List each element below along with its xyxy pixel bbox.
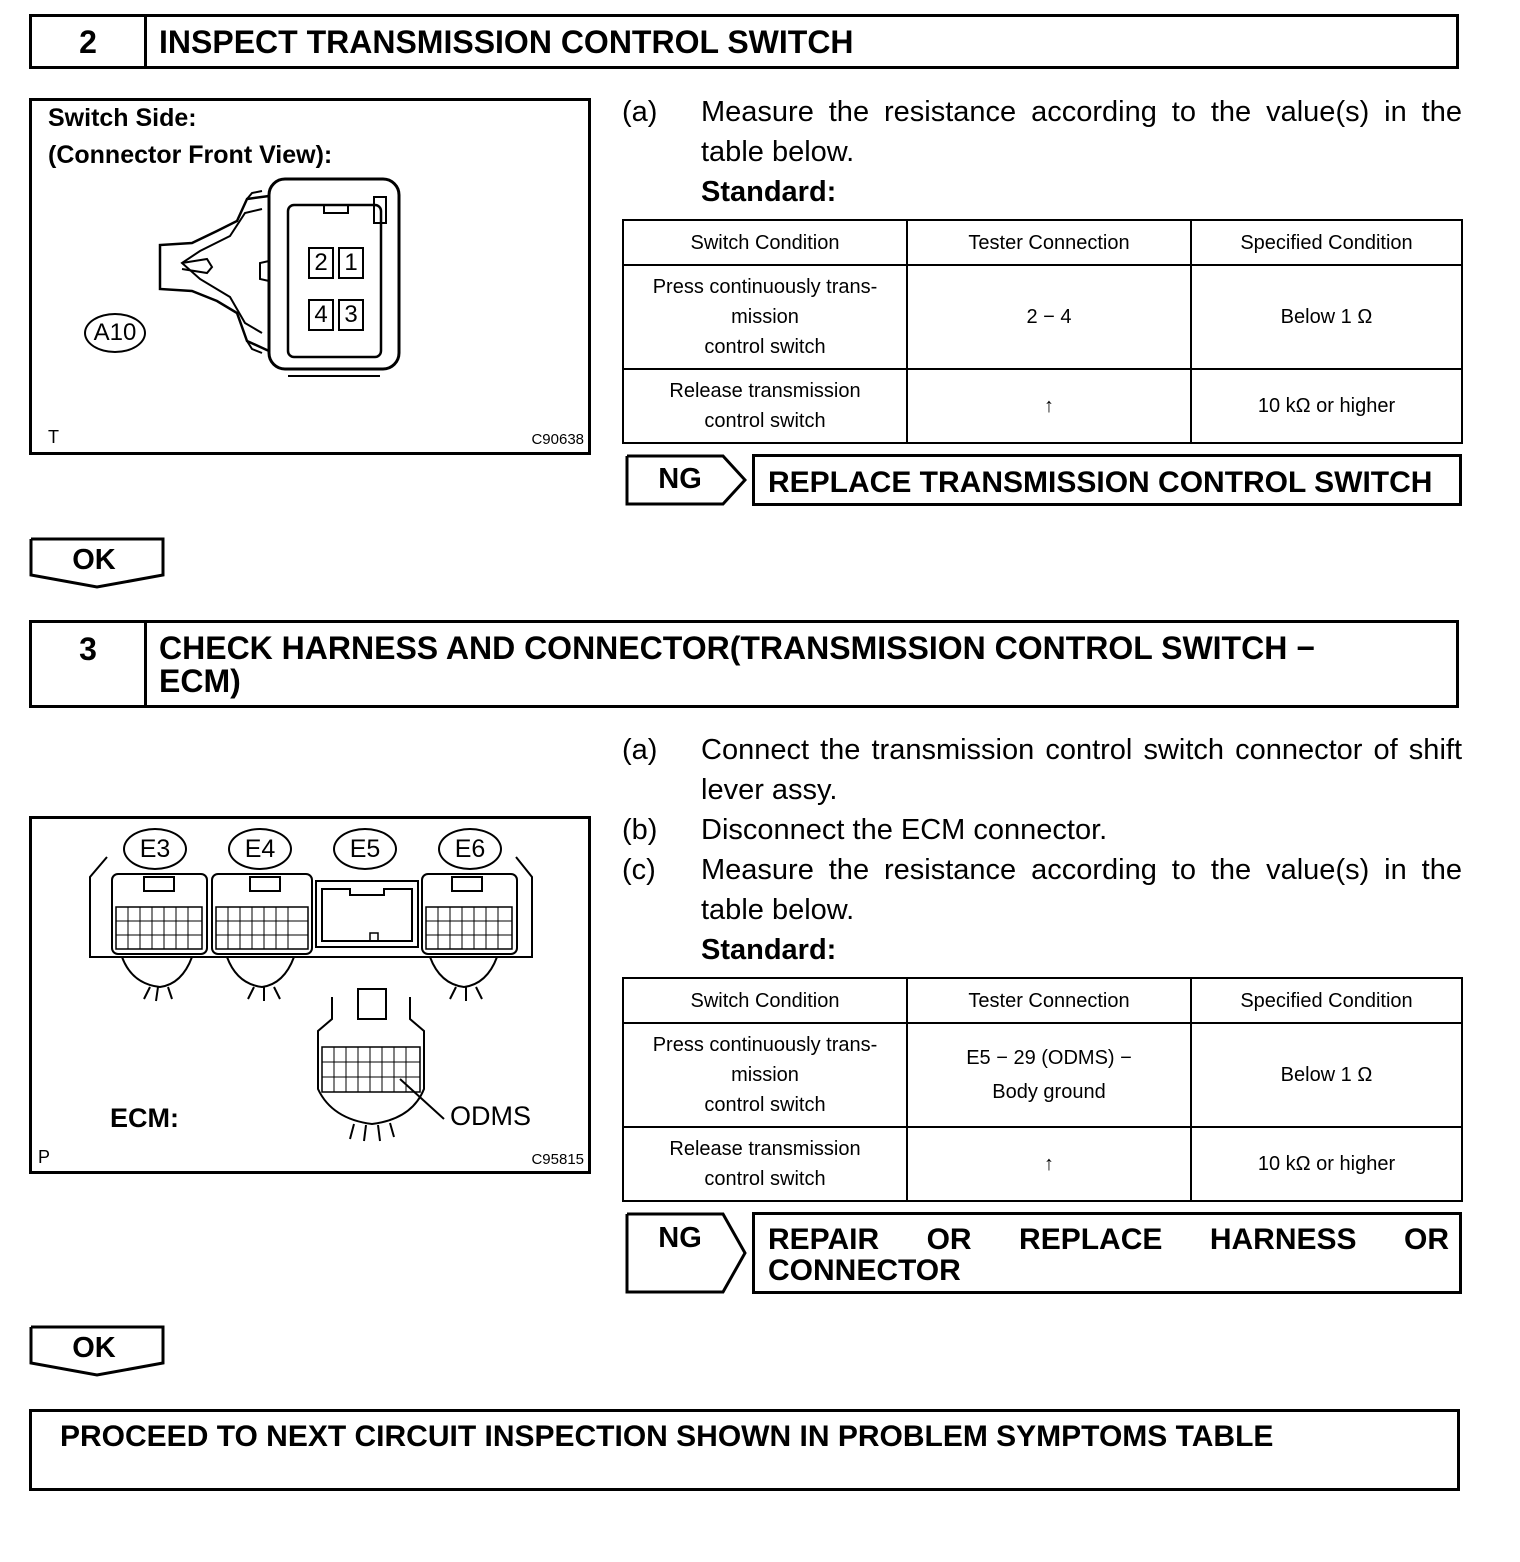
- table-cell: ↑: [907, 369, 1191, 443]
- ng-label: NG: [658, 1222, 702, 1254]
- connector-label-e5: E5: [333, 828, 397, 870]
- instruction-label: (a): [622, 734, 658, 766]
- step3-instruction-c: [622, 850, 1462, 930]
- figure-corner-letter: P: [38, 1147, 51, 1167]
- step3-instructions: [622, 730, 1462, 970]
- instruction-text: Disconnect the ECM connector.: [701, 814, 1108, 846]
- step2-spec-table: [622, 219, 1463, 444]
- table-cell: Below 1 Ω: [1191, 1023, 1462, 1127]
- step3-figure: [29, 816, 591, 1174]
- step3-spec-table: [622, 977, 1463, 1202]
- step3-ok-tag: [29, 1325, 165, 1377]
- ecm-label: ECM:: [110, 1103, 179, 1133]
- pin-1: 1: [338, 247, 364, 279]
- standard-label: Standard:: [701, 934, 837, 966]
- pin-4: 4: [308, 299, 334, 331]
- standard-label: Standard:: [701, 176, 837, 208]
- table-cell: Release transmission control switch: [623, 369, 907, 443]
- step3-instruction-a: [622, 730, 1462, 810]
- odms-label: ODMS: [450, 1101, 531, 1131]
- step3-title: CHECK HARNESS AND CONNECTOR(TRANSMISSION CONTROL SWITCH − ECM): [159, 630, 1315, 699]
- step2-number: 2: [32, 17, 147, 66]
- table-cell: 10 kΩ or higher: [1191, 1127, 1462, 1201]
- ng-action-text: REPAIR OR REPLACE HARNESS OR CONNECTOR: [768, 1223, 1449, 1287]
- table-header: Tester Connection: [907, 220, 1191, 265]
- table-cell: 2 − 4: [907, 265, 1191, 369]
- instruction-label: (c): [622, 854, 656, 886]
- step2-ok-tag: [29, 537, 165, 589]
- connector-id-a10: A10: [84, 313, 146, 353]
- step2-header: [29, 14, 1459, 69]
- table-cell: ↑: [907, 1127, 1191, 1201]
- table-header: Specified Condition: [1191, 220, 1462, 265]
- table-cell: Release transmission control switch: [623, 1127, 907, 1201]
- step3-number: 3: [32, 623, 147, 705]
- table-cell: E5 − 29 (ODMS) − Body ground: [907, 1023, 1191, 1127]
- connector-label-e3: E3: [123, 828, 187, 870]
- figure-code: C90638: [531, 431, 584, 448]
- instruction-text: Connect the transmission control switch connector of shift lever assy.: [701, 734, 1462, 806]
- instruction-text: Measure the resistance according to the value(s) in the table below.: [701, 854, 1462, 926]
- ok-label: OK: [72, 1332, 116, 1364]
- ng-action-text: REPLACE TRANSMISSION CONTROL SWITCH: [768, 466, 1433, 499]
- step3-instruction-b: [622, 810, 1462, 850]
- figure-corner-letter: T: [48, 427, 59, 447]
- ok-label: OK: [72, 544, 116, 576]
- step2-title: INSPECT TRANSMISSION CONTROL SWITCH: [159, 24, 854, 60]
- table-header: Tester Connection: [907, 978, 1191, 1023]
- figure-label-switch-side: Switch Side:: [48, 104, 197, 132]
- pin-2: 2: [308, 247, 334, 279]
- step2-ng-action: [752, 454, 1462, 506]
- table-header: Specified Condition: [1191, 978, 1462, 1023]
- instruction-label: (b): [622, 814, 658, 846]
- pin-3: 3: [338, 299, 364, 331]
- instruction-text: Measure the resistance according to the value(s) in the table below.: [701, 96, 1462, 168]
- step2-instruction-a: [622, 92, 1462, 212]
- step3-ng-tag: [625, 1212, 747, 1294]
- table-cell: Press continuously trans- mission control switch: [623, 1023, 907, 1127]
- final-action-box: [29, 1409, 1460, 1491]
- connector-label-e6: E6: [438, 828, 502, 870]
- connector-label-e4: E4: [228, 828, 292, 870]
- step2-ng-tag: [625, 454, 747, 506]
- step2-figure: [29, 98, 591, 455]
- table-cell: 10 kΩ or higher: [1191, 369, 1462, 443]
- table-cell: Below 1 Ω: [1191, 265, 1462, 369]
- figure-label-front-view: (Connector Front View):: [48, 141, 333, 169]
- final-action-text: PROCEED TO NEXT CIRCUIT INSPECTION SHOWN IN PROBLEM SYMPTOMS TABLE: [60, 1420, 1274, 1453]
- table-header: Switch Condition: [623, 220, 907, 265]
- table-cell: Press continuously trans- mission control switch: [623, 265, 907, 369]
- instruction-label: (a): [622, 96, 658, 128]
- ng-label: NG: [658, 463, 702, 495]
- step3-ng-action: [752, 1212, 1462, 1294]
- figure-code: C95815: [531, 1151, 584, 1168]
- table-header: Switch Condition: [623, 978, 907, 1023]
- step3-header: [29, 620, 1459, 708]
